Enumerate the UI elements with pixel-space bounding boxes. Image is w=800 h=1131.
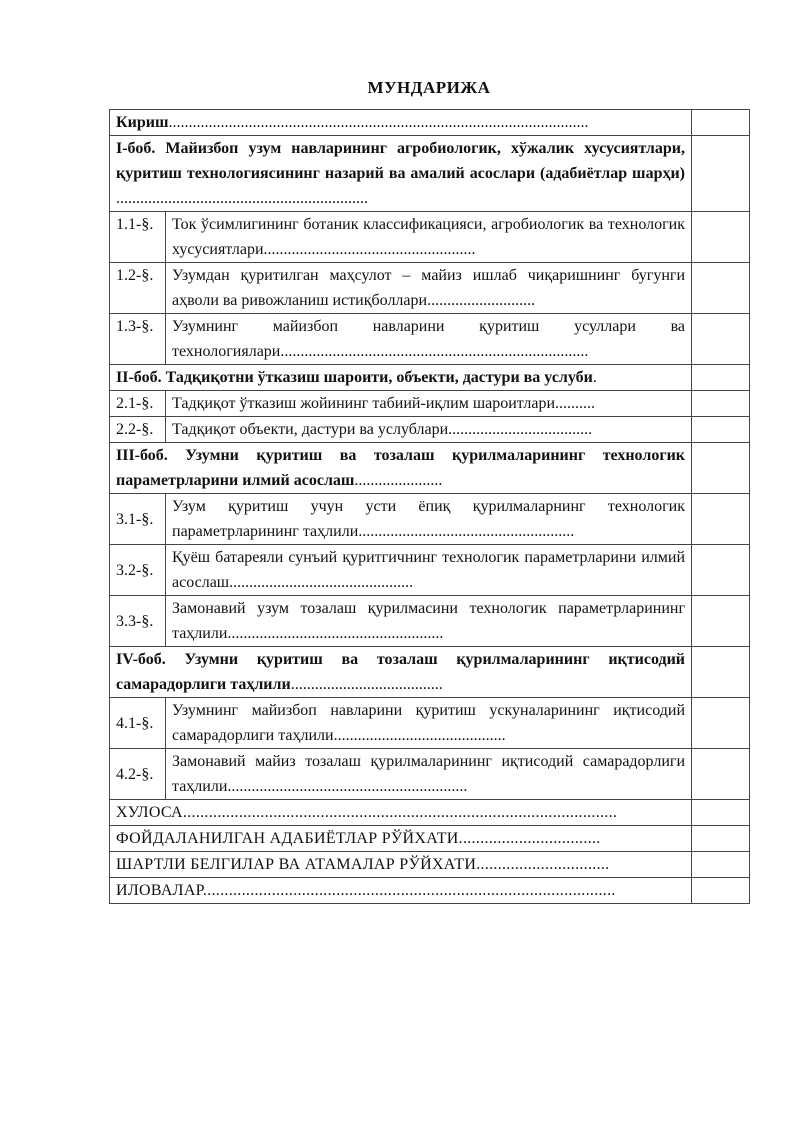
toc-row-intro [110,110,750,136]
page-number-cell [692,391,750,417]
page-number-cell [692,136,750,212]
section-number: 3.1-§. [110,494,166,545]
table-of-contents [109,109,750,904]
toc-entry-title: ШАРТЛИ БЕЛГИЛАР ВА АТАМАЛАР РЎЙХАТИ [116,856,477,873]
toc-entry-title: III-боб. Узумни қуритиш ва тозалаш қурилмаларининг технологик параметрларини илмий асослаш [116,447,686,489]
page-number-cell [692,365,750,391]
toc-row-section-1-1 [110,212,750,263]
toc-entry-title: Қуёш батареяли сунъий қуритгичнинг технологик параметрларини илмий асослаш [172,549,686,591]
toc-row-chapter-1 [110,136,750,212]
toc-row-references [110,826,750,852]
toc-entry-title: Узумдан қуритилган маҳсулот – майиз ишлаб чиқаришнинг бугунги аҳволи ва ривожланиш истиқболлари [172,267,686,309]
section-number: 4.2-§. [110,749,166,800]
toc-leader-dots: ..................................................... [263,241,476,258]
toc-leader-dots: .............................................. [229,574,414,591]
page-number-cell [692,212,750,263]
toc-row-section-2-2 [110,417,750,443]
toc-leader-dots: . [592,369,597,386]
section-number: 1.2-§. [110,263,166,314]
toc-row-section-4-2 [110,749,750,800]
toc-leader-dots: ..................................................................................................... [182,804,618,821]
section-number: 2.2-§. [110,417,166,443]
toc-entry-title: ИЛОВАЛАР [116,882,203,899]
toc-leader-dots: ...................................... [290,676,443,693]
toc-row-section-1-3 [110,314,750,365]
toc-leader-dots: ........................... [427,292,536,309]
toc-row-section-4-1 [110,698,750,749]
toc-row-chapter-3 [110,443,750,494]
toc-row-appendices [110,878,750,904]
toc-leader-dots: ................................. [458,830,601,847]
section-number: 1.1-§. [110,212,166,263]
toc-leader-dots: ............................................................... [116,190,368,207]
toc-leader-dots: ............................................................................. [280,343,589,360]
page-number-cell [692,647,750,698]
page-number-cell [692,852,750,878]
toc-entry-title: Замонавий майиз тозалаш қурилмаларининг иқтисодий самарадорлиги таҳлили [172,753,686,795]
toc-leader-dots: ........................................... [333,727,506,744]
page-number-cell [692,596,750,647]
page-number-cell [692,443,750,494]
page-number-cell [692,263,750,314]
page-number-cell [692,110,750,136]
page-number-cell [692,545,750,596]
toc-row-chapter-4 [110,647,750,698]
page-number-cell [692,826,750,852]
page-number-cell [692,698,750,749]
toc-entry-title: ХУЛОСА [116,804,183,821]
toc-leader-dots: ...................................................... [227,625,444,642]
page-title: МУНДАРИЖА [367,78,491,97]
toc-entry-title: IV-боб. Узумни қуритиш ва тозалаш қурилмаларининг иқтисодий самарадорлиги таҳлили [116,651,686,693]
toc-entry-title: Узум қуритиш учун усти ёпиқ қурилмаларнинг технологик параметрларининг таҳлили [172,498,686,540]
toc-leader-dots: ................................................................................................ [202,882,616,899]
page-number-cell [692,749,750,800]
toc-entry-title: II-боб. Тадқиқотни ўтказиш шароити, объекти, дастури ва услуби [116,369,593,386]
section-number: 1.3-§. [110,314,166,365]
toc-row-section-3-3 [110,596,750,647]
toc-row-section-3-1 [110,494,750,545]
page-number-cell [692,800,750,826]
toc-leader-dots: .................................... [448,421,593,438]
toc-leader-dots: ............................................................ [227,778,468,795]
toc-leader-dots: ......................................................................................................... [168,114,589,131]
section-number: 3.2-§. [110,545,166,596]
page-number-cell [692,417,750,443]
toc-row-section-2-1 [110,391,750,417]
toc-entry-title: I-боб. Майизбоп узум навларининг агробиологик, хўжалик хусусиятлари, қуритиш технологиясининг назарий ва амалий асослари (адабиётлар шарҳи) [116,140,686,182]
page-number-cell [692,878,750,904]
toc-entry-title: Ток ўсимлигининг ботаник классификацияси, агробиологик ва технологик хусусиятлари [172,216,686,258]
toc-row-section-3-2 [110,545,750,596]
toc-row-chapter-2 [110,365,750,391]
page-number-cell [692,314,750,365]
toc-row-section-1-2 [110,263,750,314]
toc-entry-title: Тадқиқот объекти, дастури ва услублари [172,421,449,438]
toc-entry-title: ФОЙДАЛАНИЛГАН АДАБИЁТЛАР РЎЙХАТИ [116,830,459,847]
section-number: 2.1-§. [110,391,166,417]
section-number: 4.1-§. [110,698,166,749]
page-number-cell [692,494,750,545]
toc-row-abbreviations [110,852,750,878]
toc-entry-title: Узумнинг майизбоп навларини қуритиш усуллари ва технологиялари [172,318,686,360]
toc-entry-title: Замонавий узум тозалаш қурилмасини технологик параметрларининг таҳлили [172,600,686,642]
toc-leader-dots: .......... [555,395,596,412]
toc-entry-title: Тадқиқот ўтказиш жойининг табиий-иқлим шароитлари [172,395,556,412]
toc-entry-title: Узумнинг майизбоп навларини қуритиш ускуналарининг иқтисодий самарадорлиги таҳлили [172,702,686,744]
toc-leader-dots: ...................... [354,472,443,489]
toc-leader-dots: ............................... [476,856,610,873]
toc-leader-dots: ...................................................... [358,523,575,540]
section-number: 3.3-§. [110,596,166,647]
toc-entry-title: Кириш [116,114,169,131]
toc-row-conclusion [110,800,750,826]
